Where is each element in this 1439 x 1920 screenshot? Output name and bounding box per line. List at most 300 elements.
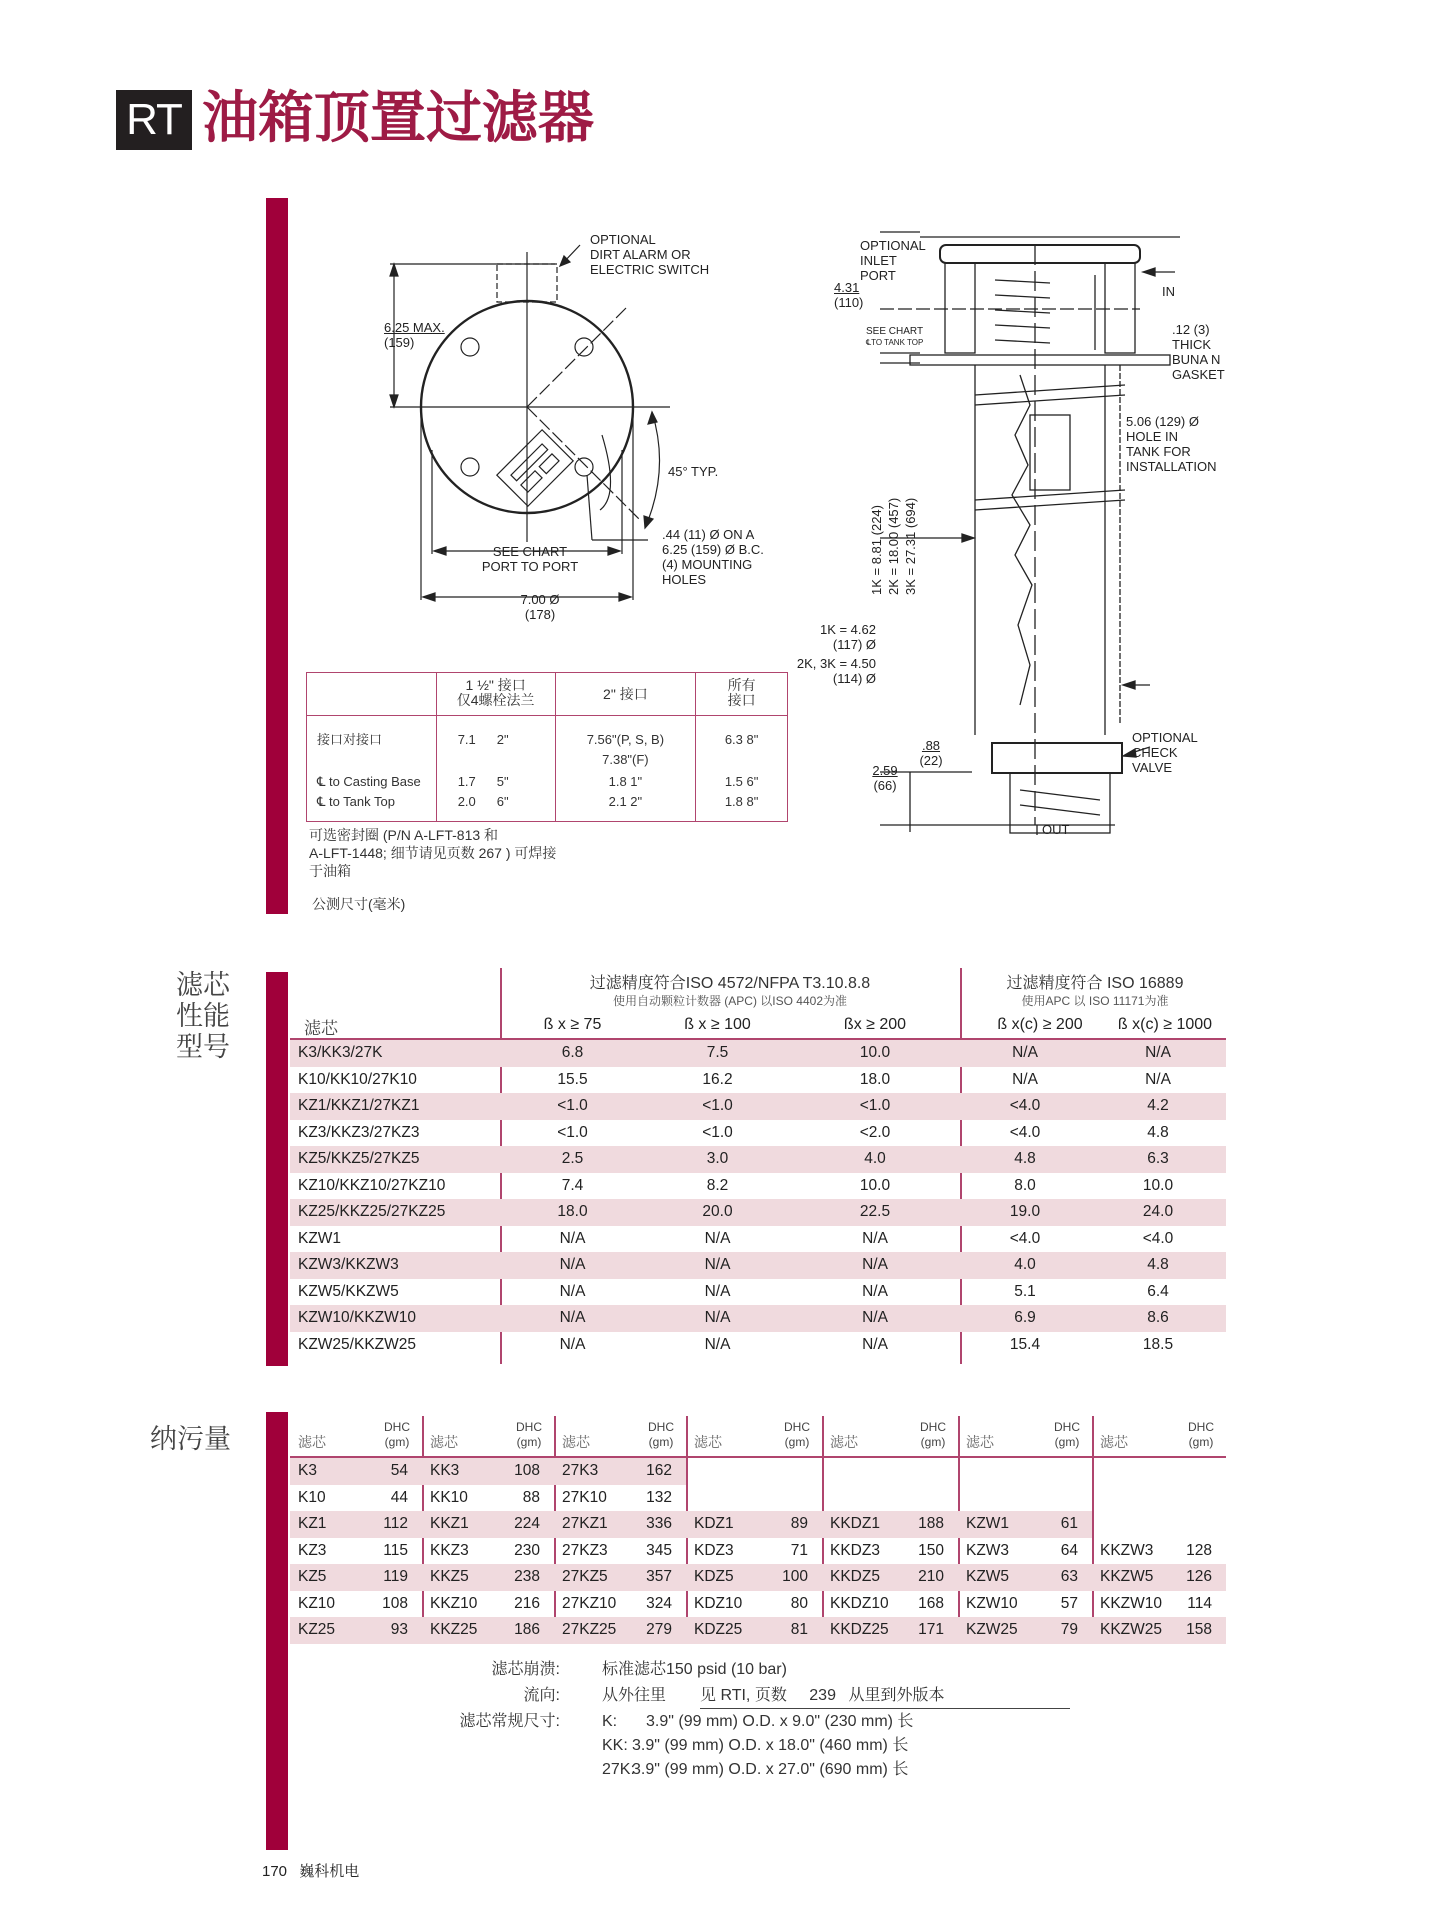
cell: 6.3 8": [724, 732, 759, 747]
value-cell: <4.0: [1142, 1229, 1174, 1247]
dhc-unit: (gm): [920, 1435, 946, 1449]
dim-value: 4.31: [834, 280, 860, 295]
value-cell: N/A: [960, 1040, 1090, 1067]
label-line: INLET: [860, 253, 897, 268]
dhc-value: 114: [1187, 1594, 1212, 1612]
element-name: KZ1: [298, 1515, 327, 1532]
dhc-section-label: 纳污量: [150, 1424, 231, 1455]
value-cell: 24.0: [1090, 1199, 1226, 1226]
height-dim: [834, 280, 863, 310]
table-row: [290, 1199, 1226, 1226]
value-cell: N/A: [559, 1335, 586, 1353]
dhc-cell: [822, 1591, 958, 1618]
dhc-value: 128: [1186, 1541, 1212, 1559]
dhc-header-group: [554, 1418, 686, 1454]
size-value: 3.9" (99 mm) O.D. x 18.0" (460 mm) 长: [632, 1737, 909, 1754]
dim-value-mm: (22): [919, 753, 943, 768]
table-row: [290, 1591, 1226, 1618]
dhc-value: 79: [1060, 1621, 1078, 1638]
label-line: THICK: [1172, 337, 1211, 352]
perf-group2-title: 过滤精度符合 ISO 16889: [1006, 975, 1184, 992]
element-name: K3: [298, 1462, 317, 1479]
size-row: [602, 1758, 913, 1782]
dhc-cell: [1092, 1538, 1226, 1565]
dhc-col-dhc: [384, 1420, 410, 1450]
element-name: KKZ1: [430, 1515, 469, 1532]
dhc-header-group: [822, 1418, 958, 1454]
row-label: ℄ to Tank Top: [317, 794, 395, 809]
cell: 5": [496, 774, 509, 789]
label-line: VALVE: [1132, 760, 1172, 775]
value-cell: N/A: [862, 1282, 888, 1300]
dhc-cell: [290, 1617, 422, 1644]
value-cell: N/A: [559, 1229, 586, 1247]
size-value: 3.9" (99 mm) O.D. x 27.0" (690 mm) 长: [632, 1761, 909, 1778]
dhc-label: DHC: [784, 1420, 810, 1434]
dhc-value: 238: [514, 1568, 540, 1585]
bottom-dim: [870, 763, 900, 793]
value-cell: 6.9: [960, 1305, 1090, 1332]
dhc-value: 126: [1186, 1568, 1212, 1585]
dhc-value: 158: [1186, 1621, 1212, 1638]
dhc-header-group: [686, 1418, 822, 1454]
value-cell: 7.5: [645, 1040, 790, 1067]
value-cell: N/A: [1012, 1070, 1038, 1088]
label-line: 2K = 18.00 (457): [886, 497, 901, 595]
label-line: 2K, 3K = 4.50: [796, 656, 876, 671]
inlet-port-label: [860, 238, 926, 283]
value-cell: 20.0: [645, 1199, 790, 1226]
element-name: KKDZ5: [830, 1568, 880, 1585]
table-row: [290, 1252, 1226, 1279]
dhc-value: 168: [918, 1594, 944, 1612]
port-to-port-label: [470, 544, 590, 574]
cell: 6": [496, 794, 509, 809]
element-name: 27KZ1: [562, 1515, 608, 1532]
size-value: 3.9" (99 mm) O.D. x 9.0" (230 mm) 长: [646, 1713, 914, 1730]
label-line: INSTALLATION: [1126, 459, 1217, 474]
row-label: 接口对接口: [317, 732, 383, 747]
angle-label: 45° TYP.: [668, 464, 719, 479]
label-line: PORT: [860, 268, 896, 283]
element-cell: K10/KK10/27K10: [298, 1070, 417, 1088]
dhc-cell: [1092, 1617, 1226, 1644]
table-row: [290, 1067, 1226, 1094]
dhc-header-group: [958, 1418, 1092, 1454]
table-row: [290, 1120, 1226, 1147]
length-dims: [868, 498, 919, 595]
value-cell: 6.4: [1147, 1282, 1169, 1300]
element-name: KZ5: [298, 1568, 327, 1585]
value-cell: 8.0: [1014, 1176, 1036, 1194]
size-code: 27K:: [602, 1761, 635, 1778]
dhc-value: 44: [390, 1488, 408, 1506]
dhc-value: 186: [514, 1621, 540, 1638]
install-hole-label: [1126, 414, 1217, 474]
dhc-cell: [822, 1617, 958, 1644]
value-cell: 18.5: [1142, 1335, 1174, 1353]
element-cell: KZ1/KKZ1/27KZ1: [290, 1093, 500, 1120]
element-name: KZW1: [966, 1515, 1010, 1532]
dhc-value: 216: [514, 1594, 540, 1612]
dhc-value: 88: [522, 1488, 540, 1506]
dhc-value: 100: [782, 1568, 808, 1585]
value-cell: N/A: [862, 1229, 888, 1247]
cell: 2.0: [457, 794, 476, 809]
label-line: .44 (11) Ø ON A: [662, 527, 755, 542]
perf-col-header: ß x(c) ≥ 200: [997, 1016, 1083, 1033]
label-line: 1K = 4.62: [819, 622, 876, 637]
value-cell: 3.0: [645, 1146, 790, 1173]
value-cell: 15.5: [557, 1070, 588, 1088]
label-line: HOLES: [662, 572, 707, 587]
label-line: PORT TO PORT: [481, 559, 579, 574]
label-line: OPTIONAL: [1132, 730, 1198, 745]
value-cell: <1.0: [500, 1093, 645, 1120]
dhc-cell: [822, 1538, 958, 1565]
dhc-unit: (gm): [516, 1435, 542, 1449]
element-name: KKZ10: [430, 1594, 478, 1612]
element-cell: KZ25/KKZ25/27KZ25: [290, 1199, 500, 1226]
value-cell: 10.0: [790, 1040, 960, 1067]
flow-note2: 从里到外版本: [848, 1687, 945, 1704]
value-cell: N/A: [559, 1282, 586, 1300]
element-name: KKZW25: [1100, 1621, 1163, 1638]
size-row: [602, 1734, 913, 1758]
table-row: [290, 1617, 1226, 1644]
element-name: KKDZ25: [830, 1621, 889, 1638]
dhc-label: DHC: [1054, 1420, 1080, 1434]
dhc-cell: [554, 1564, 686, 1591]
value-cell: 4.8: [1090, 1252, 1226, 1279]
dhc-cell: [958, 1538, 1092, 1565]
dhc-cell: [686, 1538, 822, 1565]
dhc-unit: (gm): [384, 1435, 410, 1449]
dhc-cell: [822, 1511, 958, 1538]
dim-value: 2.59: [872, 763, 898, 778]
dhc-header-group: [290, 1418, 422, 1454]
perf-col-header: ß x ≥ 100: [684, 1016, 751, 1033]
label-line: 型号: [176, 1032, 230, 1063]
perf-group2-subtitle: 使用APC 以 ISO 11171为准: [1021, 994, 1169, 1008]
label-line: OPTIONAL: [590, 232, 656, 247]
dhc-col-element: 滤芯: [430, 1434, 458, 1450]
mounting-holes-label: [662, 527, 764, 587]
label-line: CHECK: [1132, 745, 1178, 760]
dim-value: .88: [921, 738, 941, 753]
cell: 2.1 2": [608, 794, 643, 809]
element-name: 27K3: [562, 1462, 599, 1479]
value-cell: 10.0: [1142, 1176, 1174, 1194]
dhc-col-dhc: [648, 1420, 674, 1450]
dhc-value: 279: [646, 1621, 672, 1638]
dhc-col-element: 滤芯: [694, 1434, 722, 1450]
dhc-value: 80: [790, 1594, 808, 1612]
element-name: 27KZ10: [562, 1594, 617, 1612]
cell: 2": [496, 732, 509, 747]
table-header: 所有 接口: [696, 673, 788, 716]
table-row: [290, 1458, 1226, 1485]
label-line: ELECTRIC SWITCH: [590, 262, 710, 277]
dhc-cell: [958, 1485, 1092, 1512]
value-cell: 19.0: [960, 1199, 1090, 1226]
element-name: KDZ25: [694, 1621, 743, 1638]
dhc-cell: [422, 1617, 554, 1644]
check-valve-label: [1132, 730, 1198, 775]
see-chart-label: [866, 326, 923, 348]
note-line: A-LFT-1448; 细节请见页数 267 ) 可焊接: [309, 845, 557, 861]
label-line: 滤芯: [176, 970, 230, 1001]
col-all-ports: [696, 716, 788, 822]
perf-group1-subtitle: 使用自动颗粒计数器 (APC) 以ISO 4402为准: [612, 994, 848, 1008]
element-name: KKZW5: [1100, 1568, 1154, 1585]
dhc-cell: [422, 1458, 554, 1485]
dhc-cell: [1092, 1591, 1226, 1618]
dhc-col-element: 滤芯: [830, 1434, 858, 1450]
dhc-cell: [958, 1564, 1092, 1591]
dhc-cell: [290, 1485, 422, 1512]
value-cell: N/A: [645, 1305, 790, 1332]
perf-group1-title: 过滤精度符合ISO 4572/NFPA T3.10.8.8: [589, 975, 871, 992]
value-cell: <1.0: [702, 1123, 733, 1141]
table-row: [290, 1173, 1226, 1200]
diameter-label: [500, 592, 580, 622]
element-name: 27K10: [562, 1488, 607, 1506]
element-name: KK3: [430, 1462, 460, 1479]
element-cell: KZW25/KKZW25: [298, 1335, 416, 1353]
element-name: KZW5: [966, 1568, 1010, 1585]
dhc-unit: (gm): [1188, 1435, 1214, 1449]
element-name: KDZ5: [694, 1568, 734, 1585]
perf-col-element: 滤芯: [304, 1019, 338, 1038]
dhc-cell: [958, 1617, 1092, 1644]
series-badge: RT: [116, 90, 192, 150]
diameter-2k-label: [776, 656, 876, 686]
element-name: KKZW3: [1100, 1541, 1154, 1559]
flow-reverse-link[interactable]: [700, 1684, 1070, 1709]
table-row: [290, 1146, 1226, 1173]
dhc-value: 63: [1060, 1568, 1078, 1585]
dhc-cell: [822, 1564, 958, 1591]
performance-section-label: [176, 970, 230, 1063]
label-line: (117) Ø: [832, 637, 876, 652]
dhc-cell: [290, 1564, 422, 1591]
element-name: KZ10: [298, 1594, 336, 1612]
value-cell: N/A: [704, 1282, 731, 1300]
dhc-cell: [290, 1458, 422, 1485]
table-row: [290, 1538, 1226, 1565]
dhc-cell: [554, 1511, 686, 1538]
value-cell: 4.8: [1147, 1123, 1169, 1141]
element-name: KKZ3: [430, 1541, 469, 1559]
element-cell: KZ10/KKZ10/27KZ10: [298, 1176, 446, 1194]
element-name: KKDZ10: [830, 1594, 889, 1612]
dhc-header-group: [422, 1418, 554, 1454]
value-cell: N/A: [1145, 1070, 1171, 1088]
dhc-value: 71: [790, 1541, 808, 1559]
cell: 1.5 6": [724, 774, 759, 789]
element-name: K10: [298, 1488, 326, 1506]
dhc-value: 150: [918, 1541, 944, 1559]
table-header: 1 ½" 接口 仅4螺栓法兰: [436, 673, 555, 716]
element-name: KK10: [430, 1488, 468, 1506]
element-name: KKZ25: [430, 1621, 478, 1638]
element-name: 27KZ5: [562, 1568, 608, 1585]
dhc-label: DHC: [1188, 1420, 1214, 1434]
dhc-cell: [554, 1458, 686, 1485]
cell: 1.8 1": [608, 774, 643, 789]
perf-col-header: ß x(c) ≥ 1000: [1117, 1016, 1213, 1033]
label-line: DIRT ALARM OR: [590, 247, 691, 262]
dhc-cell: [554, 1591, 686, 1618]
value-cell: N/A: [500, 1252, 645, 1279]
cell: 1.8 8": [724, 794, 759, 809]
table-row: [290, 1226, 1226, 1253]
dhc-col-dhc: [1054, 1420, 1080, 1450]
value-cell: 4.0: [960, 1252, 1090, 1279]
label-line: (114) Ø: [832, 671, 876, 686]
dhc-cell: [422, 1591, 554, 1618]
label-line: 6.25 (159) Ø B.C.: [662, 542, 764, 557]
element-name: KDZ10: [694, 1594, 743, 1612]
dim-value: 6.25 MAX.: [384, 320, 445, 335]
value-cell: N/A: [1090, 1040, 1226, 1067]
table-row: [290, 1279, 1226, 1306]
element-name: KKZW10: [1100, 1594, 1163, 1612]
value-cell: <2.0: [859, 1123, 891, 1141]
dim-value-mm: (178): [524, 607, 556, 622]
value-cell: <4.0: [1009, 1229, 1041, 1247]
dhc-value: 119: [383, 1568, 408, 1585]
dhc-label: DHC: [384, 1420, 410, 1434]
element-cell: K3/KK3/27K: [290, 1040, 500, 1067]
dhc-cell: [1092, 1458, 1226, 1485]
label-line: 1K = 8.81 (224): [869, 505, 884, 595]
row-label: ℄ to Casting Base: [317, 774, 421, 789]
value-cell: <1.0: [790, 1093, 960, 1120]
label-line: 5.06 (129) Ø: [1126, 414, 1199, 429]
row-labels: [307, 716, 437, 822]
value-cell: 4.8: [960, 1146, 1090, 1173]
dhc-col-dhc: [1188, 1420, 1214, 1450]
dhc-value: 93: [390, 1621, 408, 1638]
dhc-value: 345: [646, 1541, 672, 1559]
dhc-cell: [686, 1485, 822, 1512]
dhc-cell: [1092, 1485, 1226, 1512]
dhc-value: 162: [646, 1462, 672, 1479]
page-number: 170: [262, 1863, 288, 1880]
size-code: KK:: [602, 1737, 628, 1754]
col-2-port: [555, 716, 696, 822]
element-cell: KZW5/KKZW5: [298, 1282, 399, 1300]
dhc-value: 64: [1060, 1541, 1078, 1559]
dhc-label: DHC: [516, 1420, 542, 1434]
value-cell: 18.0: [859, 1070, 891, 1088]
dhc-value: 210: [918, 1568, 944, 1585]
dhc-value: 224: [514, 1515, 540, 1532]
in-label: IN: [1162, 284, 1175, 299]
dhc-value: 61: [1060, 1515, 1078, 1532]
gasket-label: [1172, 322, 1225, 382]
label-line: GASKET: [1172, 367, 1225, 382]
dhc-cell: [822, 1485, 958, 1512]
value-cell: 6.3: [1090, 1146, 1226, 1173]
value-cell: <1.0: [645, 1093, 790, 1120]
dhc-cell: [1092, 1564, 1226, 1591]
size-row: [602, 1710, 913, 1734]
dhc-header-group: [1092, 1418, 1226, 1454]
flow-value: 从外往里: [602, 1687, 667, 1704]
dhc-label: DHC: [648, 1420, 674, 1434]
dim-value-mm: (110): [834, 295, 864, 310]
perf-col-header: ßx ≥ 200: [843, 1016, 907, 1033]
dhc-value: 115: [383, 1541, 408, 1559]
element-name: KZW10: [966, 1594, 1018, 1612]
label-line: 3K = 27.31 (694): [903, 497, 918, 595]
table-row: [290, 1040, 1226, 1067]
value-cell: 18.0: [500, 1199, 645, 1226]
size-list: [602, 1710, 913, 1782]
value-cell: 4.2: [1090, 1093, 1226, 1120]
element-name: KZW3: [966, 1541, 1010, 1559]
element-name: KZW25: [966, 1621, 1018, 1638]
small-dim: [918, 738, 944, 768]
dhc-cell: [290, 1591, 422, 1618]
dhc-col-element: 滤芯: [562, 1434, 590, 1450]
element-name: KKDZ3: [830, 1541, 880, 1559]
dhc-col-element: 滤芯: [1100, 1434, 1128, 1450]
label-line: HOLE IN: [1126, 429, 1179, 444]
value-cell: N/A: [645, 1252, 790, 1279]
value-cell: N/A: [500, 1305, 645, 1332]
dhc-value: 357: [646, 1568, 672, 1585]
value-cell: 2.5: [500, 1146, 645, 1173]
element-name: KZ3: [298, 1541, 327, 1559]
element-name: KDZ3: [694, 1541, 734, 1559]
dhc-header: [290, 1418, 1226, 1454]
page-title: 油箱顶置过滤器: [202, 86, 594, 151]
label-line: .12 (3): [1172, 322, 1210, 337]
dhc-cell: [958, 1458, 1092, 1485]
element-name: KZ25: [298, 1621, 336, 1638]
dim-value: 7.00 Ø: [520, 592, 560, 607]
label-line: SEE CHART: [492, 544, 568, 559]
dhc-cell: [554, 1617, 686, 1644]
value-cell: N/A: [790, 1305, 960, 1332]
collapse-label: 滤芯崩溃:: [491, 1661, 560, 1678]
value-cell: 10.0: [859, 1176, 891, 1194]
label-line: ℄TO TANK TOP: [866, 338, 924, 347]
port-dimension-table: [306, 672, 788, 822]
dhc-value: 108: [514, 1462, 540, 1479]
value-cell: N/A: [862, 1335, 888, 1353]
cell: 7.1: [457, 732, 476, 747]
dhc-unit: (gm): [648, 1435, 674, 1449]
table-header-empty: [307, 673, 437, 716]
element-name: 27KZ3: [562, 1541, 608, 1559]
element-name: KKZ5: [430, 1568, 469, 1585]
label-line: SEE CHART: [866, 326, 924, 337]
dhc-value: 57: [1060, 1594, 1078, 1612]
dhc-cell: [290, 1511, 422, 1538]
note-line: 可选密封圈 (P/N A-LFT-813 和: [309, 827, 499, 843]
accent-bar-top: [266, 198, 288, 914]
value-cell: 7.4: [561, 1176, 584, 1194]
element-cell: KZW1: [298, 1229, 342, 1247]
accent-bar-dhc: [266, 1412, 288, 1850]
dhc-value: 188: [918, 1515, 944, 1532]
dhc-cell: [686, 1591, 822, 1618]
